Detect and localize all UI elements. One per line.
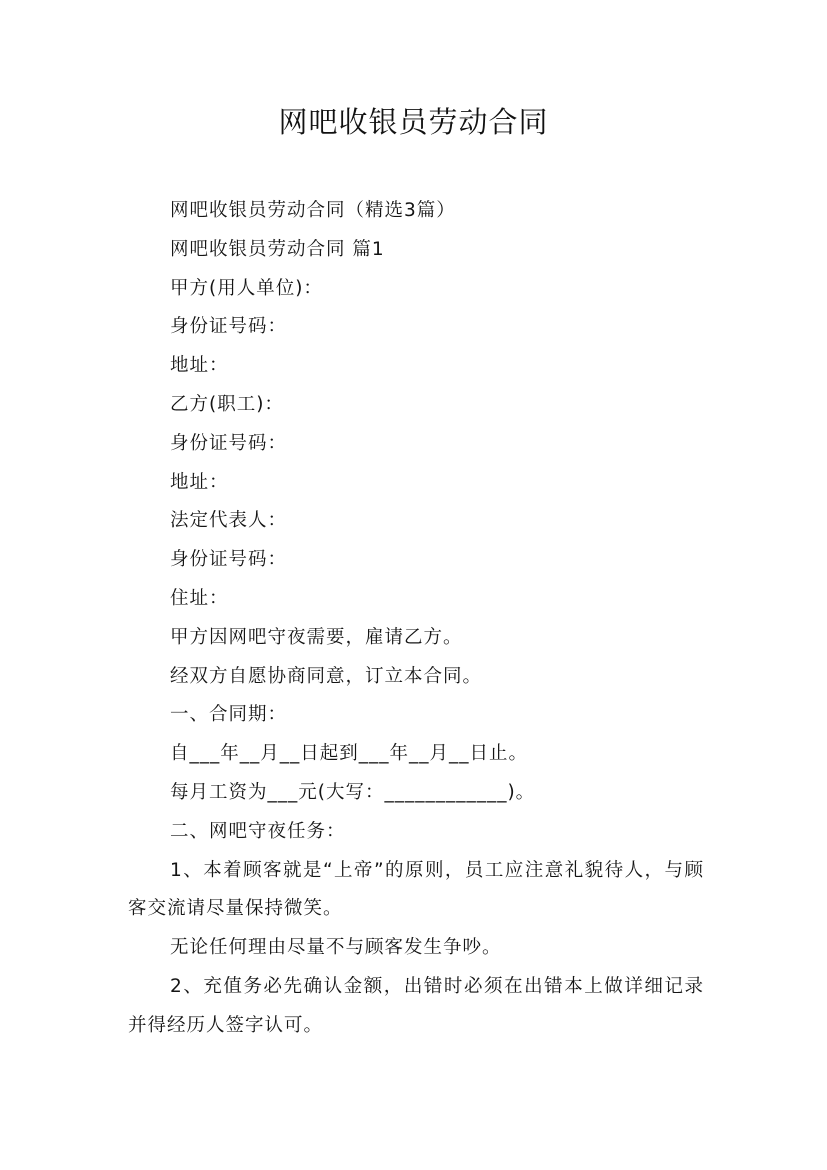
paragraph-id-number: 身份证号码： <box>170 316 288 338</box>
paragraph-id-number: 身份证号码： <box>170 549 288 571</box>
paragraph-contract-period: 自___年__月__日起到___年__月__日止。 <box>170 743 529 765</box>
paragraph-party-a: 甲方(用人单位)： <box>170 277 323 299</box>
document-title: 网吧收银员劳动合同 <box>278 105 549 139</box>
paragraph-agreement: 经双方自愿协商同意，订立本合同。 <box>170 665 483 687</box>
paragraph-legal-representative: 法定代表人： <box>170 510 288 532</box>
paragraph-party-b: 乙方(职工)： <box>170 393 284 415</box>
paragraph-contract-period-heading: 一、合同期： <box>170 704 288 726</box>
paragraph-section-heading: 网吧收银员劳动合同 篇1 <box>170 238 385 260</box>
paragraph-residence: 住址： <box>170 587 229 609</box>
paragraph-monthly-salary: 每月工资为___元(大写：____________)。 <box>170 781 536 803</box>
paragraph-no-arguments: 无论任何理由尽量不与顾客发生争吵。 <box>170 937 502 959</box>
paragraph-subtitle: 网吧收银员劳动合同（精选3篇） <box>170 200 456 221</box>
paragraph-duties-heading: 二、网吧守夜任务： <box>170 820 346 842</box>
document-body <box>128 192 704 1046</box>
paragraph-address: 地址： <box>170 355 229 377</box>
paragraph-duty-2: 2、充值务必先确认金额，出错时必须在出错本上做详细记录并得经历人签字认可。 <box>128 975 704 1036</box>
paragraph-duty-1: 1、本着顾客就是“上帝”的原则，员工应注意礼貌待人，与顾客交流请尽量保持微笑。 <box>128 859 704 920</box>
paragraph-hiring-reason: 甲方因网吧守夜需要，雇请乙方。 <box>170 626 463 648</box>
paragraph-address: 地址： <box>170 471 229 493</box>
paragraph-id-number: 身份证号码： <box>170 432 288 454</box>
